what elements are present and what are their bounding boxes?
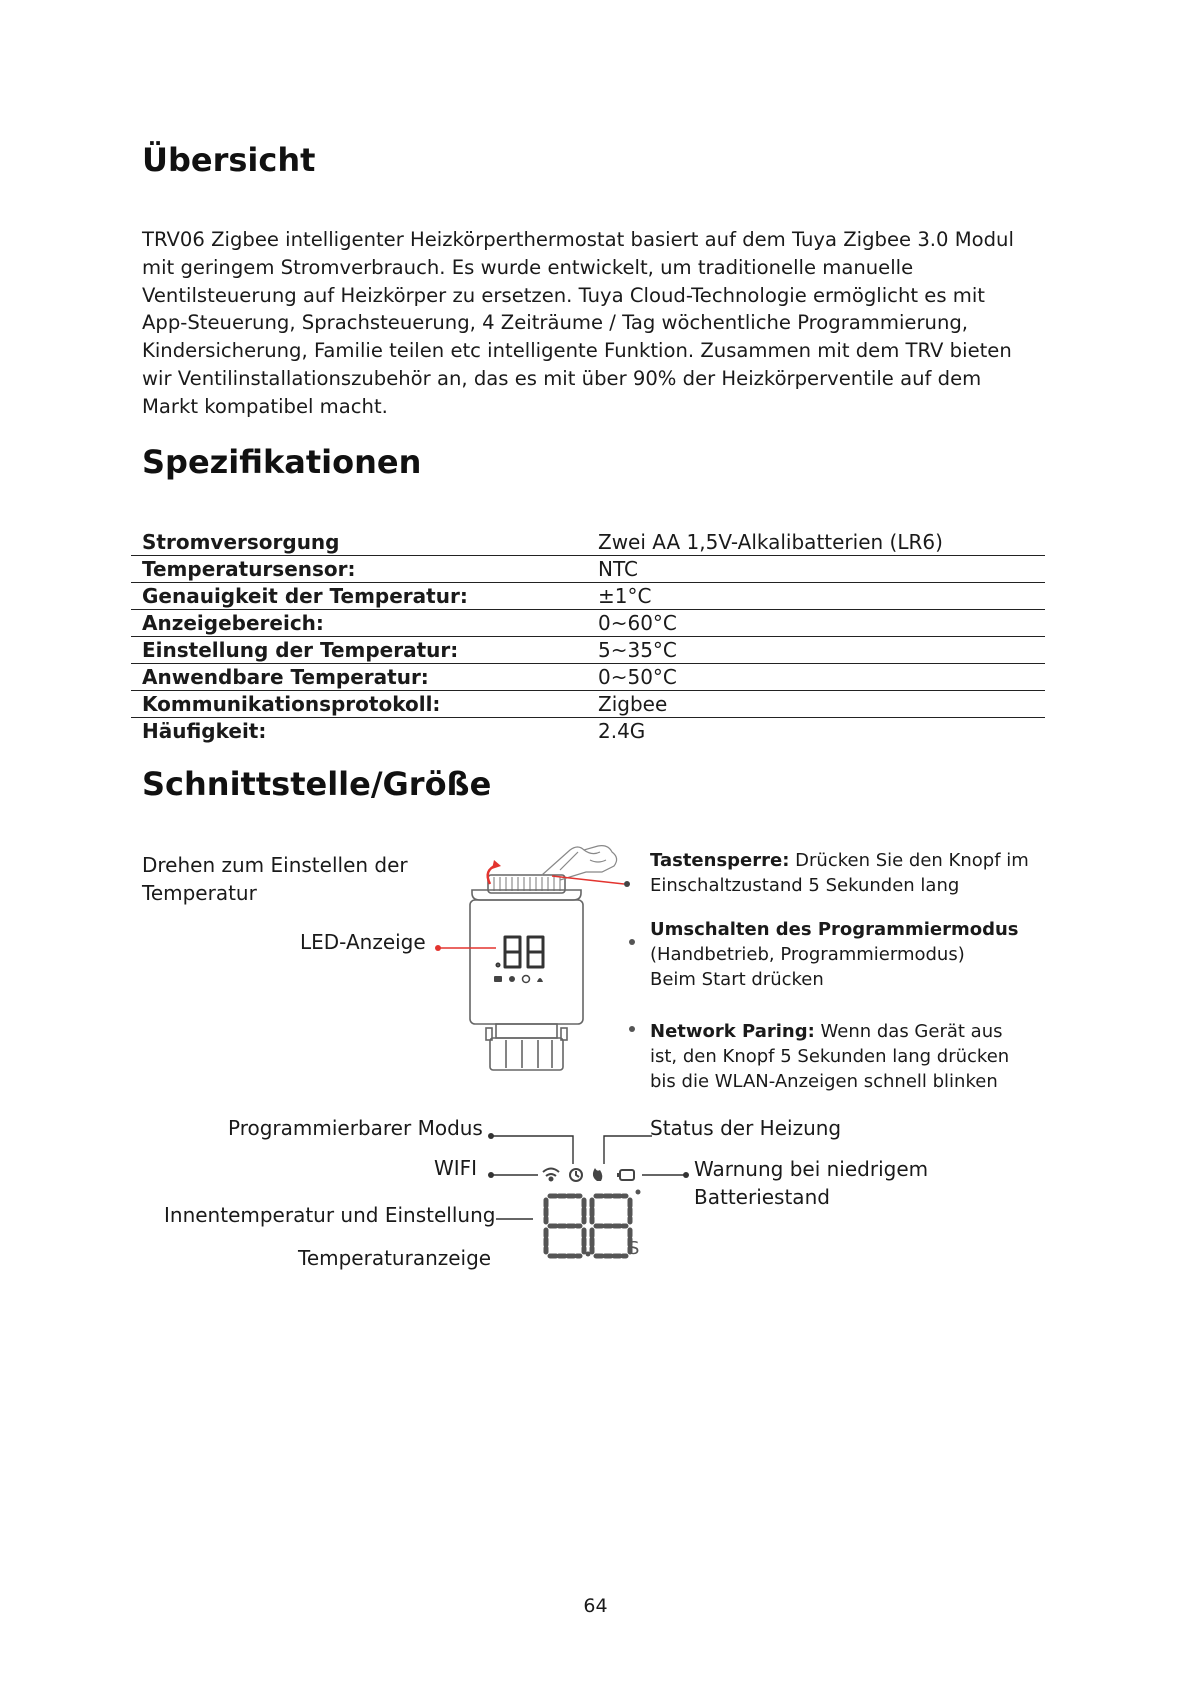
spec-key: Einstellung der Temperatur: <box>131 637 587 664</box>
rotate-label <box>142 851 408 907</box>
decimal-point <box>586 1252 591 1257</box>
pairing-note <box>650 1019 1009 1094</box>
battery-warning-line: Batteriestand <box>694 1185 830 1209</box>
spec-key: Kommunikationsprotokoll: <box>131 691 587 718</box>
intro-line: wir Ventilinstallationszubehör an, das es mit über 90% der Heizkörperventile auf dem <box>142 366 982 390</box>
press-pointer <box>552 876 624 884</box>
rotate-label-line: Temperatur <box>142 881 257 905</box>
spec-value: 0~50°C <box>587 664 1045 691</box>
spec-key: Häufigkeit: <box>131 718 587 745</box>
led-pointer-dot <box>435 945 441 951</box>
heating-status-label: Status der Heizung <box>650 1116 842 1140</box>
segment-display <box>546 1196 630 1256</box>
battery-warning-line: Warnung bei niedrigem <box>694 1157 929 1181</box>
page-number: 64 <box>583 1595 608 1617</box>
flame-icon <box>593 1168 602 1181</box>
temp-display-label: Temperaturanzeige <box>298 1246 492 1270</box>
body-status-icons <box>494 976 543 983</box>
heading-interface-size: Schnittstelle/Größe <box>142 765 492 803</box>
lock-text: Drücken Sie den Knopf im <box>789 850 1029 871</box>
spec-key: Anzeigebereich: <box>131 610 587 637</box>
bullet-dot <box>629 939 635 945</box>
mode-line: (Handbetrieb, Programmiermodus) <box>650 944 965 965</box>
thermostat-illustration <box>470 875 583 1070</box>
intro-line: Kindersicherung, Familie teilen etc intelligente Funktion. Zusammen mit dem TRV bieten <box>142 339 1012 363</box>
knob-ribs <box>494 877 560 891</box>
intro-line: TRV06 Zigbee intelligenter Heizkörperthermostat basiert auf dem Tuya Zigbee 3.0 Modul <box>142 228 1014 251</box>
pairing-line: bis die WLAN-Anzeigen schnell blinken <box>650 1071 998 1092</box>
heading-overview: Übersicht <box>142 141 316 179</box>
spec-value: Zigbee <box>587 691 1045 718</box>
clock-icon <box>570 1169 582 1181</box>
degree-dot <box>636 1190 641 1195</box>
intro-line: Markt kompatibel macht. <box>142 394 388 418</box>
lock-text-line: Einschaltzustand 5 Sekunden lang <box>650 875 960 896</box>
programmable-mode-label: Programmierbarer Modus <box>228 1116 483 1140</box>
spec-key: Temperatursensor: <box>131 556 587 583</box>
body-neck <box>496 1024 557 1038</box>
rotate-label-line: Drehen zum Einstellen der <box>142 853 408 877</box>
mode-note <box>650 917 1019 992</box>
spec-key: Genauigkeit der Temperatur: <box>131 583 587 610</box>
battery-warning-label <box>694 1155 928 1211</box>
wifi-icon <box>543 1169 559 1181</box>
intro-line: mit geringem Stromverbrauch. Es wurde entwickelt, um traditionelle manuelle <box>142 255 914 279</box>
rotate-arrowhead-icon <box>492 860 501 869</box>
spec-value: 2.4G <box>587 718 1045 745</box>
spec-value: 0~60°C <box>587 610 1045 637</box>
led-label: LED-Anzeige <box>300 930 426 954</box>
callout-dot <box>488 1133 494 1139</box>
mode-line: Beim Start drücken <box>650 969 824 990</box>
lock-title: Tastensperre: <box>650 850 790 871</box>
pairing-text: Wenn das Gerät aus <box>814 1021 1003 1042</box>
spec-key: Stromversorgung <box>142 529 340 554</box>
callout-dot <box>683 1172 689 1178</box>
pairing-title: Network Paring: <box>650 1021 815 1042</box>
indoor-temp-label: Innentemperatur und Einstellung <box>164 1203 496 1227</box>
intro-line: App-Steuerung, Sprachsteuerung, 4 Zeiträume / Tag wöchentliche Programmierung, <box>142 311 969 335</box>
heading-specifications: Spezifikationen <box>142 443 422 481</box>
wifi-label: WIFI <box>434 1156 478 1180</box>
spec-value: 5~35°C <box>587 637 1045 664</box>
display-callout-lines <box>491 1136 686 1219</box>
intro-line: Ventilsteuerung auf Heizkörper zu ersetzen. Tuya Cloud-Technologie ermöglicht es mit <box>142 283 985 307</box>
bullet-dot <box>624 881 630 887</box>
spec-value: ±1°C <box>587 583 1045 610</box>
battery-icon <box>618 1170 634 1180</box>
spec-value: Zwei AA 1,5V-Alkalibatterien (LR6) <box>598 529 943 554</box>
body-led-display <box>497 937 543 967</box>
mode-title: Umschalten des Programmiermodus <box>650 919 1019 940</box>
spec-key: Anwendbare Temperatur: <box>131 664 587 691</box>
spec-value: NTC <box>587 556 1045 583</box>
unit-glyph: S <box>628 1238 640 1259</box>
bullet-dot <box>629 1026 635 1032</box>
lock-note <box>650 848 1029 898</box>
callout-dot <box>488 1172 494 1178</box>
pairing-line: ist, den Knopf 5 Sekunden lang drücken <box>650 1046 1010 1067</box>
